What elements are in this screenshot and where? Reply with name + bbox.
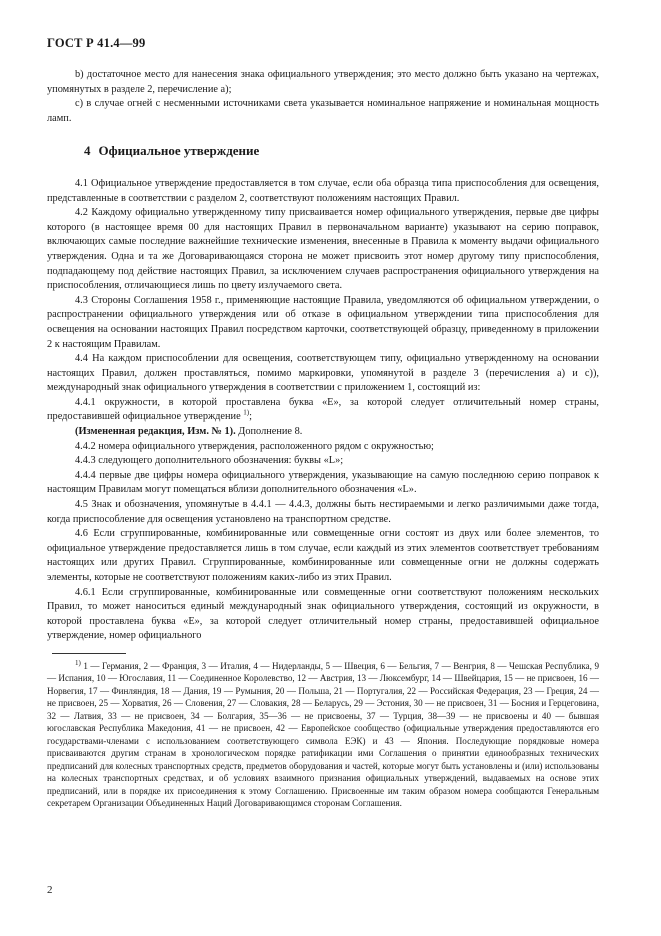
paragraph-4-4-1 bbox=[47, 396, 599, 425]
paragraph-4-2: 4.2 Каждому официально утвержденному типу присваивается номер официального утверждения, первые две цифры которого (в настоящее время 00 для настоящих Правил в первоначальном варианте) указывают на серию поправок, включающих самые последние важнейшие технические изменения, внесенные в Правила к моменту выдачи официального утверждения. Одна и та же Договаривающаяся сторона не может присвоить этот номер другому типу приспособления, подпадающему под действие настоящих Правил, за исключением случаев распространения официального утверждения на приспособления, отличающиеся лишь по цвету излучаемого света. bbox=[47, 207, 599, 292]
document-code-header: ГОСТ Р 41.4—99 bbox=[47, 36, 146, 50]
paragraph-4-4-1-end: ; bbox=[249, 411, 252, 423]
item-b: b) достаточное место для нанесения знака официального утверждения; это место должно быть указано на чертежах, упомянутых в разделе 2, перечисление a); bbox=[47, 69, 599, 95]
footnote-countries: 1 — Германия, 2 — Франция, 3 — Италия, 4 — Нидерланды, 5 — Швеция, 6 — Бельгия, 7 — Венгрия, 8 — Чешская Республика, 9 — Испания, 10 — Югославия, 11 — Соединенное Королевство, 12 — Австрия, 13 — Люксембург, 14 — Швейцария, 15 — не присвоен, 16 — Норвегия, 17 — Финляндия, 18 — Дания, 19 — Румыния, 20 — Польша, 21 — Португалия, 22 — Российская Федерация, 23 — Греция, 24 — не присвоен, 25 — Хорватия, 26 — Словения, 27 — Словакия, 28 — Беларусь, 29 — Эстония, 30 — не присвоен, 31 — Босния и Герцеговина, 32 — Латвия, 33 — не присвоен, 34 — Болгария, 35—36 — не присвоены, 37 — Турция, 38—39 — не присвоены и 40 — бывшая югославская Республика Македония, 41 — не присвоен, 42 — Европейское сообщество (официальные утверждения предоставляются его государствами-членами с использованием соответствующего символа ЕЭК) и 43 — Япония. Последующие порядковые номера присваиваются другим странам в хронологическом порядке ратификации ими Соглашения о принятии единообразных технических предписаний для колесных транспортных средств, предметов оборудования и частей, которые могут быть установлены и (или) использованы на колесных транспортных средствах, и об условиях взаимного признания официальных утверждений, выдаваемых на основе этих предписаний, или в порядке их присоединения к этому Соглашению. Присвоенные им таким образом номера сообщаются Генеральным секретарем Организации Объединенных Наций Договаривающимся сторонам Соглашения. bbox=[47, 660, 599, 809]
page-number: 2 bbox=[47, 884, 53, 896]
item-c: c) в случае огней с несменными источниками света указывается номинальное напряжение и номинальная мощность ламп. bbox=[47, 98, 599, 124]
section-title: Официальное утверждение bbox=[98, 143, 260, 159]
paragraph-4-4-2: 4.4.2 номера официального утверждения, расположенного рядом с окружностью; bbox=[75, 440, 434, 452]
paragraph-4-6: 4.6 Если сгруппированные, комбинированные или совмещенные огни состоят из двух или более элементов, то официальное утверждение предоставляется лишь в том случае, если каждый из этих элементов соответствует требованиям настоящих или других Правил. Сгруппированные, комбинированные или совмещенные огни не должны содержать элементы, которые не соответствуют положениям каких-либо из этих Правил. bbox=[47, 528, 599, 583]
amendment-label: (Измененная редакция, Изм. № 1). bbox=[75, 426, 236, 438]
footnote-separator bbox=[52, 653, 126, 654]
footnote-text bbox=[47, 660, 599, 810]
page-body bbox=[47, 68, 599, 810]
paragraph-4-4-4: 4.4.4 первые две цифры номера официального утверждения, указывающие на самую последнюю серию поправок к настоящим Правилам могут помещаться вблизи дополнительного обозначения «L». bbox=[47, 469, 599, 496]
section-number: 4 bbox=[84, 143, 91, 159]
amendment-text: Дополнение 8. bbox=[235, 426, 303, 438]
paragraph-4-4-3: 4.4.3 следующего дополнительного обозначения: буквы «L»; bbox=[75, 455, 344, 467]
footnote-marker: 1) bbox=[75, 658, 81, 667]
footnote-reference: 1) bbox=[243, 409, 250, 418]
paragraph-4-1: 4.1 Официальное утверждение предоставляется в том случае, если оба образца типа приспособления для освещения, представленные в соответствии с разделом 2, соответствуют положениям настоящих Правил. bbox=[47, 177, 599, 204]
paragraph-4-3: 4.3 Стороны Соглашения 1958 г., применяющие настоящие Правила, уведомляются об официальном утверждении, о распространении официального утверждения или об отказе в официальном утверждении типа приспособления для освещения на основании настоящих Правил посредством карточки, соответствующей образцу, приведенному в приложении 2 к настоящим Правилам. bbox=[47, 294, 599, 350]
section-heading bbox=[84, 144, 599, 159]
footnote bbox=[47, 660, 599, 810]
paragraph-4-4: 4.4 На каждом приспособлении для освещения, соответствующем типу, официально утвержденному на основании настоящих Правил, должен проставляться, помимо маркировки, упомянутой в разделе 3 (перечисления a) и c)), международный знак официального утверждения в соответствии с приложением 1, состоящий из: bbox=[47, 353, 599, 394]
paragraph-4-4-1-text: 4.4.1 окружности, в которой проставлена буква «E», за которой следует отличительный номер страны, предоставившей официальное утверждение bbox=[47, 396, 599, 423]
paragraph-4-5: 4.5 Знак и обозначения, упомянутые в 4.4.1 — 4.4.3, должны быть нестираемыми и легко различимыми даже тогда, когда приспособление для освещения установлено на транспортном средстве. bbox=[47, 499, 599, 525]
paragraph-4-6-1: 4.6.1 Если сгруппированные, комбинированные или совмещенные огни соответствуют положениям нескольких Правил, то может наноситься единый международный знак официального утверждения, состоящий из окружности, в которой проставлена буква «E», за которой следует отличительный номер страны, предоставившей официальное утверждение, номер официального bbox=[47, 586, 599, 642]
amendment-note bbox=[47, 425, 599, 440]
